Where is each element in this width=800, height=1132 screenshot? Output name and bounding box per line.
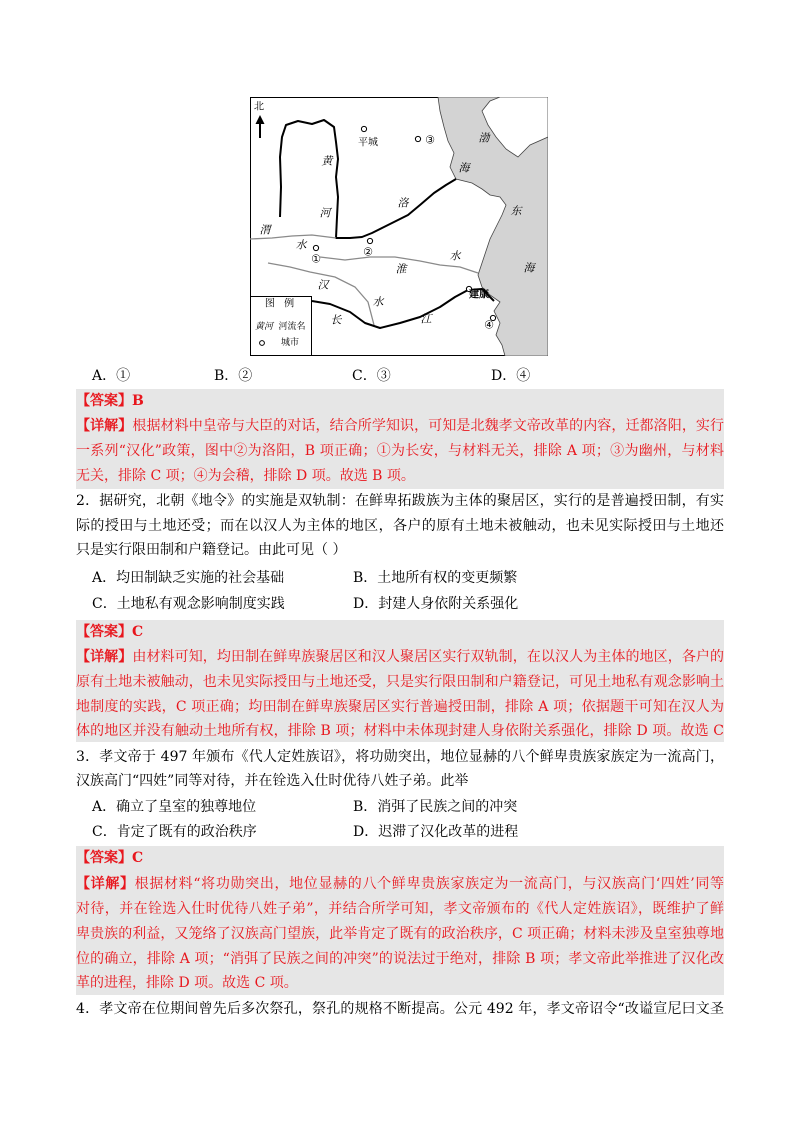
q2-option-a: A．均田制缺乏实施的社会基础: [92, 570, 285, 586]
detail-label: 【详解】: [76, 649, 133, 665]
detail-text: 根据材料中皇帝与大臣的对话，结合所学知识，可知是北魏孝文帝改革的内容，迁都洛阳，实行: [132, 418, 724, 434]
q3-answer-block: [76, 846, 724, 995]
city-marker-2: [367, 238, 372, 243]
q2-answer: 【答案】C: [76, 624, 144, 640]
q1-option-b: B．②: [214, 368, 253, 384]
q3-detail-line: [76, 874, 724, 894]
q2-detail-line: 原有土地未被触动，也未见实际授田与土地还受，只是实行限田制和户籍登记，可见土地私有观念影响土: [76, 674, 724, 690]
q1-answer-block: [76, 389, 724, 489]
north-label: 北: [254, 101, 264, 113]
city-marker-1: [313, 245, 318, 250]
q2-stem-line: 只是实行限田制和户籍登记。由此可见（ ）: [76, 542, 347, 558]
q1-answer: 【答案】B: [76, 393, 144, 409]
q2-option-b: B．土地所有权的变更频繁: [353, 570, 518, 586]
q3-detail-line: 对待，并在铨选入仕时优待八姓子弟”，并结合所学可知，孝文帝颁布的《代人定姓族诏》，既维护了鲜: [76, 901, 724, 917]
detail-label: 【详解】: [76, 418, 133, 434]
q1-option-d: D．④: [491, 368, 531, 384]
q3-detail-line: 卑贵族的利益，又笼络了汉族高门望族，此举肯定了既有的政治秩序，C 项正确；材料未涉及皇室独尊地: [76, 926, 724, 942]
yellow-river-label-1: 黄: [321, 154, 333, 168]
city-label-2: ②: [363, 245, 373, 259]
q2-option-d: D．封建人身依附关系强化: [353, 596, 519, 612]
legend-city-icon: [260, 341, 265, 346]
east-sea-label-2: 海: [523, 261, 535, 275]
q2-answer-block: [76, 620, 724, 742]
han-river-label-1: 汉: [317, 278, 329, 292]
q3-option-c: C．肯定了既有的政治秩序: [92, 824, 257, 840]
huai-river-label-2: 水: [449, 249, 461, 263]
luo-label: 洛: [397, 196, 409, 210]
city-label-pingcheng: 平城: [358, 137, 378, 149]
yangtze-label-1: 长: [330, 313, 342, 327]
map-legend: [251, 297, 312, 356]
bohai-label-1: 渤: [478, 131, 490, 145]
yangtze-label-2: 江: [420, 312, 432, 326]
city-label-jiankang: 建康: [469, 289, 489, 301]
q3-answer: 【答案】C: [76, 850, 144, 866]
q4-stem-line: 4．孝文帝在位期间曾先后多次祭孔，祭孔的规格不断提高。公元 492 年，孝文帝诏令“改谥宣尼曰文圣: [76, 1001, 724, 1017]
legend-river-sample: 黄河: [254, 322, 274, 332]
city-marker-pingcheng: [361, 126, 366, 131]
legend-river-label: 河流名: [278, 322, 306, 332]
q2-detail-line: 地制度的实践，C 项正确；均田制在鲜卑族聚居区实行普遍授田制，排除 A 项；依据题干可知在汉人为: [76, 699, 724, 715]
detail-text: 由材料可知，均田制在鲜卑族聚居区和汉人聚居区实行双轨制，在以汉人为主体的地区，各户的: [132, 649, 724, 665]
q3-option-a: A．确立了皇室的独尊地位: [92, 799, 257, 815]
detail-label: 【详解】: [76, 876, 135, 892]
q3-option-b: B．消弭了民族之间的冲突: [353, 799, 518, 815]
yellow-river-label-2: 河: [319, 206, 331, 220]
wei-river-label-2: 水: [295, 238, 307, 252]
detail-text: 根据材料“将功勋突出，地位显赫的八个鲜卑贵族家族定为一流高门，与汉族高门‘四姓’同等: [134, 876, 724, 892]
q1-detail-line: 无关，排除 C 项；④为会稽，排除 D 项。故选 B 项。: [76, 468, 415, 484]
city-label-3: ③: [425, 133, 435, 147]
q1-detail-line: [76, 416, 724, 436]
city-label-4: ④: [484, 318, 494, 332]
q2-detail-line: 体的地区并没有触动土地所有权，排除 B 项；材料中未体现封建人身依附关系强化，排除 D 项。故选 C: [76, 723, 724, 739]
east-sea-label-1: 东: [510, 204, 522, 218]
huai-river-label-1: 淮: [395, 262, 407, 276]
q1-detail-line: 一系列“汉化”政策，图中②为洛阳，B 项正确；①为长安，与材料无关，排除 A 项；③为幽州，与材料: [76, 443, 724, 459]
q2-stem-line: 际的授田与土地还受；而在以汉人为主体的地区，各户的原有土地未被触动，也未见实际授田与土地还: [76, 518, 724, 534]
han-river-label-2: 水: [372, 295, 384, 309]
q1-option-a: A．①: [92, 368, 131, 384]
q2-stem-line: 2．据研究，北朝《地令》的实施是双轨制：在鲜卑拓跋族为主体的聚居区，实行的是普遍授田制，有实: [76, 493, 724, 509]
q1-option-c: C．③: [352, 368, 391, 384]
q3-option-d: D．迟滞了汉化改革的进程: [353, 824, 519, 840]
northern-dynasties-map: [250, 97, 548, 356]
legend-title: 图 例: [264, 298, 298, 310]
city-label-1: ①: [311, 252, 321, 266]
legend-city-label: 城市: [280, 338, 300, 348]
wei-river-label-1: 渭: [259, 223, 271, 237]
q3-detail-line: 位的确立，排除 A 项；“消弭了民族之间的冲突”的说法过于绝对，排除 B 项；孝文帝此举推进了汉化改: [76, 951, 724, 967]
q2-detail-line: [76, 647, 724, 667]
bohai-label-2: 海: [458, 161, 470, 175]
q3-stem-line: 汉族高门“四姓”同等对待，并在铨选入仕时优待八姓子弟。此举: [76, 773, 469, 789]
q2-option-c: C．土地私有观念影响制度实践: [92, 596, 285, 612]
city-marker-3: [415, 136, 420, 141]
q3-detail-line: 革的进程，排除 D 项。故选 C 项。: [76, 975, 298, 991]
q3-stem-line: 3．孝文帝于 497 年颁布《代人定姓族诏》，将功勋突出，地位显赫的八个鲜卑贵族家族定为一流高门，: [76, 749, 724, 765]
